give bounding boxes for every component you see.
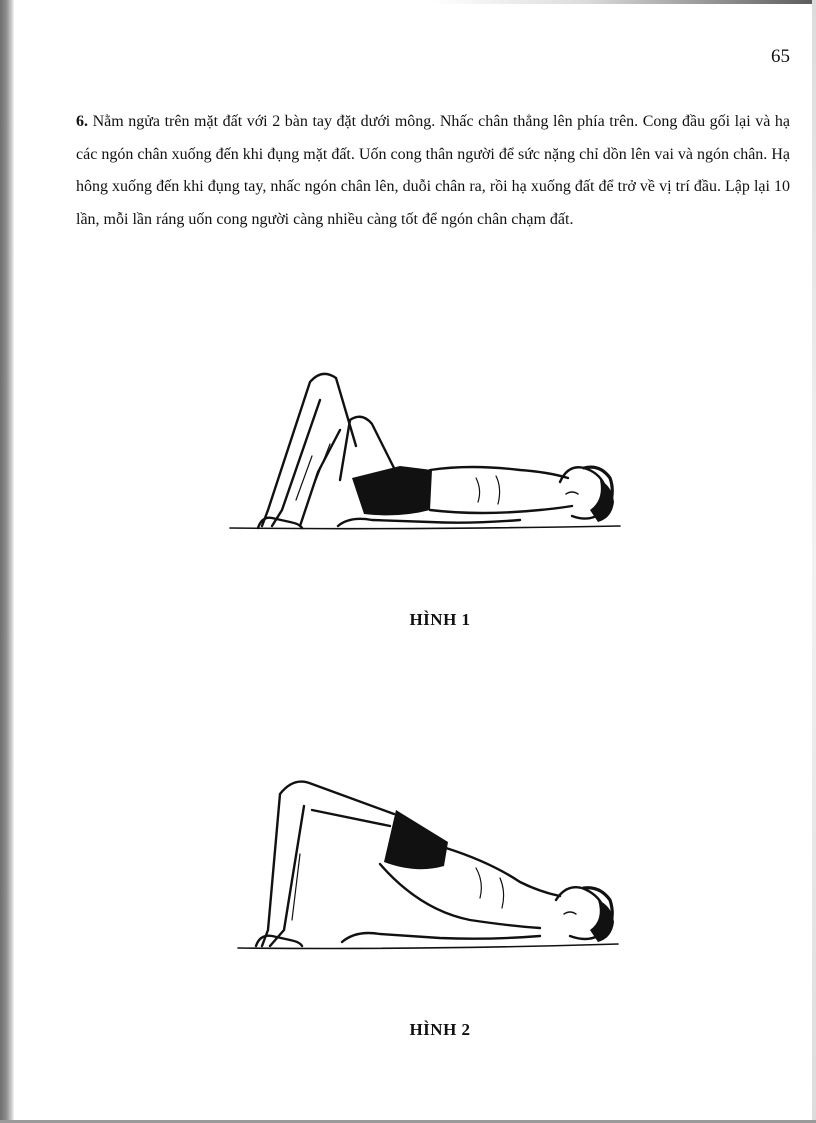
- exercise-number: 6.: [76, 113, 88, 130]
- figure-1-illustration: [0, 360, 816, 550]
- figure-1-ground: [230, 526, 620, 529]
- figure-2-ground: [238, 944, 618, 949]
- page-edge-top: [430, 0, 816, 4]
- figure-1: [0, 360, 816, 629]
- figure-1-caption: HÌNH 1: [409, 610, 471, 629]
- figure-2-caption: HÌNH 2: [409, 1020, 471, 1039]
- page-number: 65: [771, 46, 790, 67]
- exercise-text: Nằm ngửa trên mặt đất với 2 bàn tay đặt dưới mông. Nhấc chân thẳng lên phía trên. Cong đầu gối lại và hạ các ngón chân xuống đến khi đụng mặt đất. Uốn cong thân người để sức nặng chỉ dồn lên vai và ngón chân. Hạ hông xuống đến khi đụng tay, nhấc ngón chân lên, duỗi chân ra, rồi hạ xuống đất để trở về vị trí đầu. Lập lại 10 lần, mỗi lần ráng uốn cong người càng nhiều càng tốt để ngón chân chạm đất.: [76, 113, 790, 228]
- figure-2-illustration: [0, 770, 816, 960]
- figure-2-shorts: [384, 810, 448, 869]
- exercise-paragraph: [76, 106, 790, 236]
- figure-1-shorts: [352, 466, 432, 515]
- figure-2: [0, 770, 816, 1039]
